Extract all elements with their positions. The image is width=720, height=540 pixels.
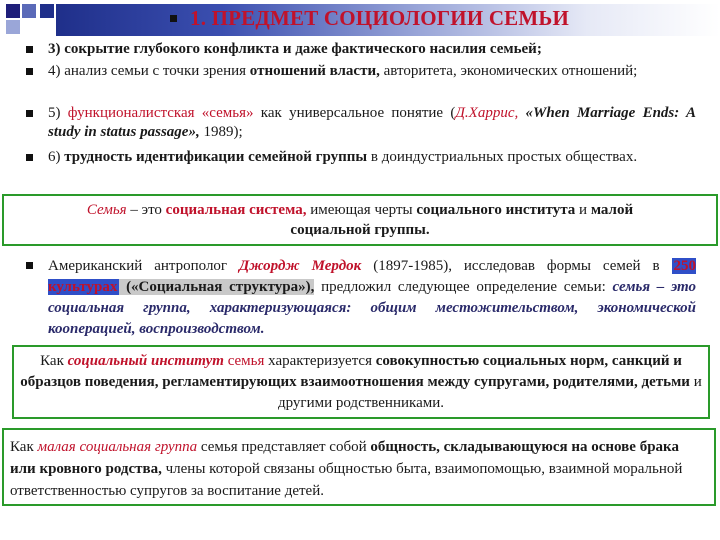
murdock-text-a: Американский антрополог (48, 258, 240, 274)
small-group-box (2, 428, 716, 506)
item6-text-b: трудность идентификации семейной группы (64, 149, 368, 165)
decor-square-4 (6, 20, 20, 34)
bullet-icon (26, 110, 33, 117)
murdock-paragraph (48, 256, 696, 340)
title-bullet-icon (170, 15, 177, 22)
item6-text-c: в доиндустриальных простых обществах. (367, 149, 638, 165)
institution-box (12, 345, 710, 419)
decor-square-2 (22, 4, 36, 18)
item6-text-a: 6) (48, 149, 65, 165)
decor-square-1 (6, 4, 20, 18)
murdock-text-d: 250 культурах (48, 258, 696, 295)
bullet-icon (26, 68, 33, 75)
inst-text-c: семья (223, 353, 269, 369)
item3-text-b: фактического насилия семьей; (331, 41, 542, 57)
murdock-text-b: Джордж Мердок (239, 258, 362, 274)
inst-text-b: социальный институт (67, 353, 224, 369)
group-text-b: малая социальная группа (37, 439, 198, 455)
item5-text-f: 1989); (199, 124, 243, 140)
def-text-b: – это (126, 202, 166, 218)
def-text-f: и (575, 202, 591, 218)
inst-text-e: совокупностью социальных норм, санкций и образцов поведения, регламентирующих взаимоотношения между супругами, родителями, детьми (20, 353, 690, 390)
list-item-3 (48, 40, 696, 59)
small-group-text (4, 430, 714, 502)
item3-text-a: 3) сокрытие глубокого конфликта и даже (48, 41, 332, 57)
list-item-4 (48, 62, 696, 81)
definition-text (4, 196, 716, 240)
group-text-c: семья представляет собой (197, 439, 371, 455)
murdock-text-f: предложил следующее определение семьи: (314, 279, 613, 295)
item5-text-e: «When Marriage Ends: A study in status passage», (48, 105, 696, 140)
decor-square-5 (22, 20, 36, 34)
bullet-icon (26, 154, 33, 161)
inst-text-a: Как (40, 353, 68, 369)
item5-text-a: 5) (48, 105, 68, 121)
murdock-text-g: семья – это социальная группа, характеризующаяся: общим местожительством, экономической кооперацией, воспроизводством. (48, 279, 696, 337)
list-item-5 (48, 104, 696, 142)
item4-text-a: 4) анализ семьи с точки зрения (48, 63, 250, 79)
group-text-d: общность, складывающуюся на основе брака или кровного родства, (10, 439, 679, 477)
group-text-a: Как (10, 439, 38, 455)
item5-text-c: как универсальное понятие ( (253, 105, 456, 121)
decor-square-3 (40, 4, 54, 18)
inst-text-d: характеризуется (268, 353, 376, 369)
list-item-6 (48, 148, 696, 167)
definition-box (2, 194, 718, 246)
inst-text-f: и другими родственниками. (277, 374, 702, 411)
institution-text (14, 347, 708, 414)
page-title: 1. ПРЕДМЕТ СОЦИОЛОГИИ СЕМЬИ (190, 6, 570, 30)
def-text-g: малой социальной группы. (290, 202, 634, 238)
def-text-c: социальная система, (165, 202, 307, 218)
def-text-a: Семья (86, 202, 127, 218)
murdock-text-e: («Социальная структура»), (119, 279, 315, 295)
bullet-icon (26, 46, 33, 53)
item4-text-c: авторитета, экономических отношений; (379, 63, 638, 79)
item5-text-b: функционалистская «семья» (67, 105, 254, 121)
group-text-e: члены которой связаны общностью быта, взаимопомощью, взаимной моральной ответственностью супругов за воспитание детей. (10, 461, 683, 499)
def-text-d: имеющая черты (306, 202, 417, 218)
bullet-icon (26, 262, 33, 269)
item5-text-d: Д.Харрис, (455, 105, 519, 121)
item4-text-b: отношений власти, (249, 63, 380, 79)
murdock-text-c: (1897-1985), исследовав формы семей в (361, 258, 672, 274)
def-text-e: социального института (416, 202, 576, 218)
